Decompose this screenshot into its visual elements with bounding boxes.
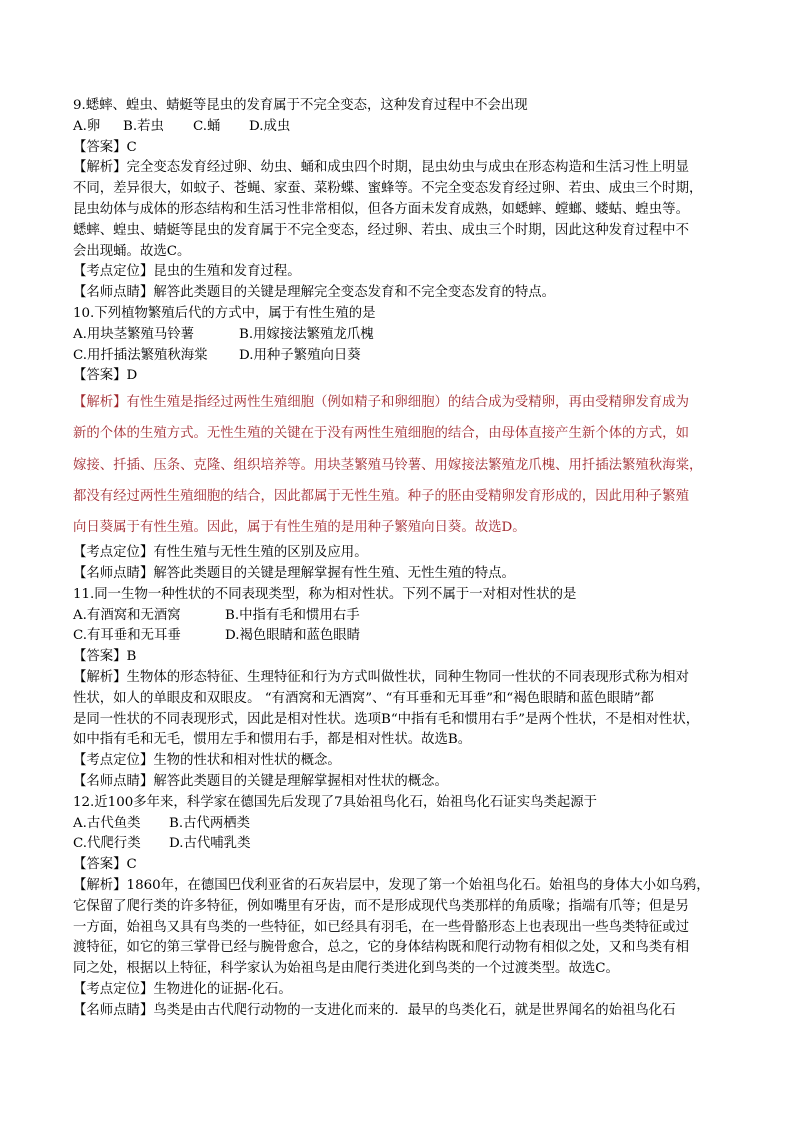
q10-analysis-line: 向日葵属于有性生殖。因此，属于有性生殖的是用种子繁殖向日葵。故选D。: [73, 519, 526, 535]
q12-options-row: [73, 814, 733, 835]
q11-options-row: [73, 626, 733, 647]
q10-stem: 10.下列植物繁殖后代的方式中，属于有性生殖的是: [73, 305, 376, 321]
q11-analysis-line: 是同一性状的不同表现形式，因此是相对性状。选项B“中指有毛和惯用右手”是两个性状，不是相对性状，: [73, 711, 700, 727]
q10-option-d: D.用种子繁殖向日葵: [239, 347, 361, 363]
q9-option-b: B.若虫: [123, 118, 164, 134]
q9-analysis-line: 昆虫幼体与成体的形态结构和生活习性非常相似，但各方面未发育成熟，如蟋蟀、螳螂、蝼蛄、蝗虫等。: [73, 201, 689, 217]
q11-option-b: B.中指有毛和惯用右手: [225, 607, 360, 623]
q11-answer: 【答案】B: [73, 649, 137, 665]
q11-option-c: C.有耳垂和无耳垂: [73, 628, 181, 644]
q9-analysis-line: 【解析】完全变态发育经过卵、幼虫、蛹和成虫四个时期，昆虫幼虫与成虫在形态构造和生活习性上明显: [73, 160, 689, 176]
q10-analysis-line: 【解析】有性生殖是指经过两性生殖细胞（例如精子和卵细胞）的结合成为受精卵，再由受精卵发育成为: [73, 395, 689, 411]
q10-kaodian: 【考点定位】有性生殖与无性生殖的区别及应用。: [73, 545, 368, 561]
q12-analysis-line: 一方面，始祖鸟又具有鸟类的一些特征，如已经具有羽毛，在一些骨骼形态上也表现出一些鸟类特征或过: [73, 919, 689, 935]
q9-analysis-line: 蟋蟀、蝗虫、蜻蜓等昆虫的发育属于不完全变态，经过卵、若虫、成虫三个时期，因此这种发育过程中不: [73, 222, 689, 238]
q12-analysis-line: 渡特征，如它的第三掌骨已经与腕骨愈合，总之，它的身体结构既和爬行动物有相似之处，又和鸟类有相: [73, 940, 689, 956]
q12-stem: 12.近100多年来，科学家在德国先后发现了7具始祖鸟化石，始祖鸟化石证实鸟类起源于: [73, 794, 598, 810]
q11-mingshi: 【名师点睛】解答此类题目的关键是理解掌握相对性状的概念。: [73, 773, 448, 789]
q11-analysis-line: 如中指有毛和无毛，惯用左手和惯用右手，都是相对性状。故选B。: [73, 732, 472, 748]
q12-analysis-line: 【解析】1860年，在德国巴伐利亚省的石灰岩层中，发现了第一个始祖鸟化石。始祖鸟的身体大小如乌鸦，: [73, 877, 710, 893]
q10-option-b: B.用嫁接法繁殖龙爪槐: [239, 326, 374, 342]
q12-options-row: [73, 834, 733, 855]
q9-option-c: C.蛹: [193, 118, 221, 134]
q9-options: [73, 117, 733, 138]
q12-analysis-line: 同之处，根据以上特征，科学家认为始祖鸟是由爬行类进化到鸟类的一个过渡类型。故选C。: [73, 961, 619, 977]
q9-option-a: A.卵: [73, 118, 101, 134]
q12-option-d: D.古代哺乳类: [169, 836, 251, 852]
q11-analysis-line: 【解析】生物体的形态特征、生理特征和行为方式叫做性状，同种生物同一性状的不同表现形式称为相对: [73, 669, 689, 685]
q9-answer: 【答案】C: [73, 139, 137, 155]
q12-option-c: C.代爬行类: [73, 836, 141, 852]
q12-option-a: A.古代鱼类: [73, 815, 141, 831]
q10-mingshi: 【名师点睛】解答此类题目的关键是理解掌握有性生殖、无性生殖的特点。: [73, 565, 515, 581]
q12-mingshi: 【名师点睛】鸟类是由古代爬行动物的一支进化而来的．最早的鸟类化石，就是世界闻名的始祖鸟化石: [73, 1002, 676, 1018]
q12-kaodian: 【考点定位】生物进化的证据-化石。: [73, 981, 292, 997]
q11-option-d: D.褐色眼睛和蓝色眼睛: [225, 628, 361, 644]
q9-stem: 9.蟋蟀、蝗虫、蜻蜓等昆虫的发育属于不完全变态，这种发育过程中不会出现: [73, 98, 528, 113]
q11-stem: 11.同一生物一种性状的不同表现类型，称为相对性状。下列不属于一对相对性状的是: [73, 586, 577, 602]
q10-options-row: [73, 346, 733, 367]
q12-analysis-line: 它保留了爬行类的许多特征，例如嘴里有牙齿，而不是形成现代鸟类那样的角质喙；指端有爪等；但是另: [73, 898, 689, 914]
q9-analysis-line: 会出现蛹。故选C。: [73, 243, 191, 259]
q10-options-row: [73, 325, 733, 346]
q11-options-row: [73, 606, 733, 627]
q10-answer: 【答案】D: [73, 368, 138, 384]
q10-analysis-line: 新的个体的生殖方式。无性生殖的关键在于没有两性生殖细胞的结合，由母体直接产生新个体的方式，如: [73, 426, 689, 442]
q9-mingshi: 【名师点睛】解答此类题目的关键是理解完全变态发育和不完全变态发育的特点。: [73, 285, 556, 301]
q9-analysis-line: 不同，差异很大，如蚊子、苍蝇、家蚕、菜粉蝶、蜜蜂等。不完全变态发育经过卵、若虫、成虫三个时期，: [73, 181, 703, 197]
q9-kaodian: 【考点定位】昆虫的生殖和发育过程。: [73, 264, 301, 280]
document-page: [73, 96, 733, 1022]
q10-option-a: A.用块茎繁殖马铃薯: [73, 326, 195, 342]
q11-option-a: A.有酒窝和无酒窝: [73, 607, 181, 623]
q12-option-b: B.古代两栖类: [169, 815, 251, 831]
q9-option-d: D.成虫: [249, 118, 291, 134]
q12-answer: 【答案】C: [73, 857, 137, 873]
q10-option-c: C.用扦插法繁殖秋海棠: [73, 347, 208, 363]
q10-analysis-line: 嫁接、扦插、压条、克隆、组织培养等。用块茎繁殖马铃薯、用嫁接法繁殖龙爪槐、用扦插法繁殖秋海棠，: [73, 457, 703, 473]
q10-analysis-line: 都没有经过两性生殖细胞的结合，因此都属于无性生殖。种子的胚由受精卵发育形成的，因此用种子繁殖: [73, 488, 689, 504]
q11-kaodian: 【考点定位】生物的性状和相对性状的概念。: [73, 753, 341, 769]
q11-analysis-line: 性状，如人的单眼皮和双眼皮。 “有酒窝和无酒窝”、“有耳垂和无耳垂”和“褐色眼睛和蓝色眼睛”都: [73, 690, 654, 706]
